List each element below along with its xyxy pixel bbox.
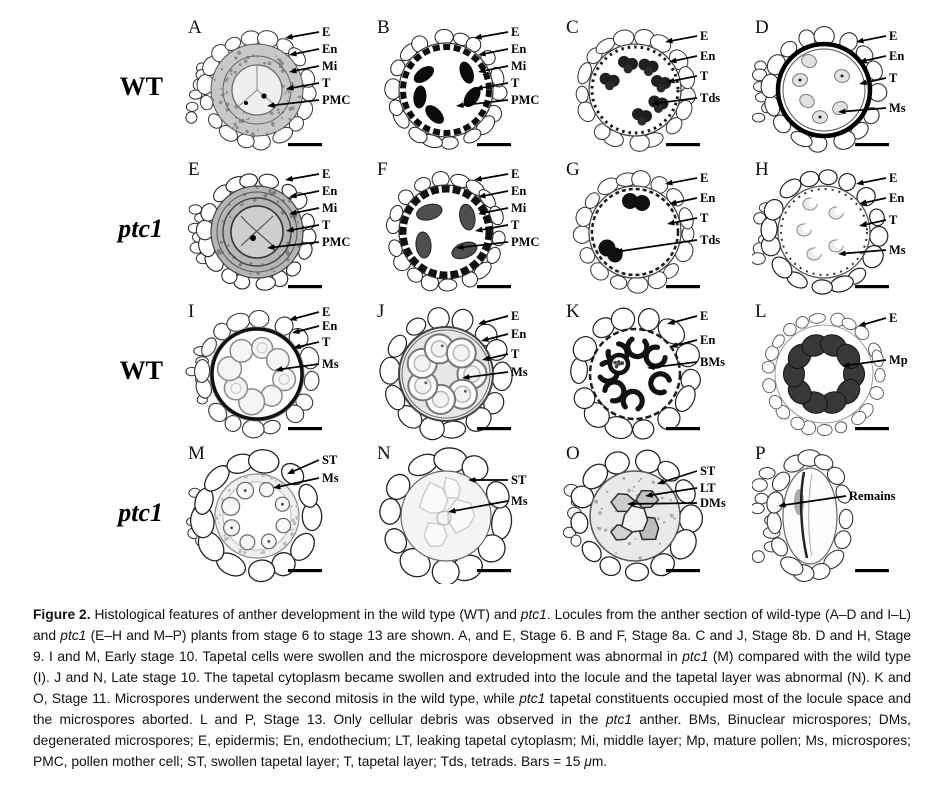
annotation-label: E [511, 25, 520, 39]
annotation-label: E [700, 171, 709, 185]
annotation-arrow [665, 178, 697, 186]
annotation-label: Mi [322, 59, 338, 73]
row-label-ptc1-1: ptc1 [118, 214, 163, 243]
caption-text: ptc1 [520, 607, 547, 622]
panel-letter: H [755, 159, 769, 180]
scale-bar [855, 143, 889, 146]
micrograph-J [374, 300, 563, 442]
micrograph-A [185, 16, 374, 158]
anther-section-drawing [761, 312, 885, 437]
annotation-label: T [322, 218, 331, 232]
annotation-label: En [322, 319, 338, 333]
panel-J [374, 300, 563, 442]
annotation-label: T [889, 71, 898, 85]
caption-text: ptc1 [682, 649, 709, 664]
annotation-arrow [665, 36, 697, 44]
annotation-label: BMs [700, 355, 725, 369]
scale-bar [855, 427, 889, 430]
annotation-label: PMC [322, 93, 351, 107]
annotation-label: E [889, 171, 898, 185]
annotation-label: T [322, 335, 331, 349]
caption-text: ptc1 [60, 628, 87, 643]
panel-F [374, 158, 563, 300]
annotation-arrow [856, 36, 886, 43]
figure-caption [33, 604, 911, 772]
panel-B [374, 16, 563, 158]
scale-bar [666, 569, 700, 572]
micrograph-L [752, 300, 941, 442]
scale-bar [666, 285, 700, 288]
caption-text: anther. BMs, Binuclear microspores; DMs, degenerated microspores; E, epidermis; En, endothecium; LT, leaking tapetal cytoplasm; Mi, middle layer; Mp, mature pollen; Ms, microspores; PMC, pollen mother cell; ST, swollen tapetal layer; T, tapetal layer; Tds, tetrads. Bars = 15 [33, 712, 911, 769]
anther-section-drawing [385, 171, 506, 293]
scale-bar [477, 143, 511, 146]
panel-L [752, 300, 941, 442]
annotation-label: E [889, 311, 898, 325]
annotation-label: DMs [700, 496, 726, 510]
micrograph-I [185, 300, 374, 442]
caption-text: ptc1 [605, 712, 632, 727]
annotation-label: Ms [322, 471, 339, 485]
caption-text: μ [584, 754, 592, 769]
annotation-label: T [700, 211, 709, 225]
caption-text: (M) compared with the wild type (I). J and N, Late stage 10. The tapetal cytoplasm became swollen and extruded into the locule and the tapetal layer was abnormal (N). K and O, Stage 11. Microspores underwent the second mitosis in the wild type, while [33, 649, 911, 706]
anther-section-drawing [569, 306, 703, 442]
annotation-label: E [322, 25, 331, 39]
caption-text: tapetal constituents occupied most of the locule space and the microspores aborted. L and P, Stage 13. Only cellular debris was observed in the [33, 691, 912, 727]
caption-text: ptc1 [519, 691, 546, 706]
annotation-label: E [700, 309, 709, 323]
panel-letter: E [188, 159, 200, 180]
panel-letter: G [566, 159, 580, 180]
annotation-label: LT [700, 481, 716, 495]
panel-letter: L [755, 301, 767, 322]
annotation-label: ST [511, 473, 527, 487]
annotation-label: PMC [322, 235, 351, 249]
annotation-label: Mp [889, 353, 908, 367]
annotation-arrow [474, 32, 508, 40]
panel-letter: K [566, 301, 580, 322]
annotation-arrow [478, 316, 508, 325]
panel-letter: I [188, 301, 195, 322]
panel-O [563, 442, 752, 584]
micrograph-M [185, 442, 374, 584]
annotation-arrow [289, 312, 319, 321]
row-label-wt-0: WT [119, 72, 163, 101]
annotation-label: Ms [322, 357, 339, 371]
annotation-label: En [700, 49, 716, 63]
panel-P [752, 442, 941, 584]
micrograph-P [752, 442, 941, 584]
anther-section-drawing [186, 29, 317, 151]
micrograph-B [374, 16, 563, 158]
annotation-label: Ms [511, 494, 528, 508]
panel-D [752, 16, 941, 158]
scale-bar [288, 285, 322, 288]
panel-M [185, 442, 374, 584]
panel-E [185, 158, 374, 300]
annotation-label: E [889, 29, 898, 43]
scale-bar [288, 143, 322, 146]
panel-letter: O [566, 443, 580, 464]
annotation-label: Tds [700, 233, 721, 247]
micrograph-E [185, 158, 374, 300]
caption-text: . Locules from the anther section of wild-type (A–D and I–L) and [33, 607, 911, 643]
caption-text: (E–H and M–P) plants from stage 6 to stage 13 are shown. A, and E, Stage 6. B and F, Stage 8a. C and J, Stage 8b. D and H, Stage 9. I and M, Early stage 10. Tapetal cells were swollen and the microspore development was abnormal in [33, 628, 911, 664]
panel-letter: N [377, 443, 391, 464]
panel-letter: F [377, 159, 388, 180]
annotation-label: T [511, 347, 520, 361]
annotation-label: Tds [700, 91, 721, 105]
panel-letter: C [566, 17, 579, 38]
anther-section-drawing [575, 28, 697, 152]
annotation-label: En [511, 42, 527, 56]
micrograph-K [563, 300, 752, 442]
micrograph-C [563, 16, 752, 158]
scale-bar [855, 285, 889, 288]
panel-G [563, 158, 752, 300]
panel-letter: M [188, 443, 205, 464]
panel-letter: A [188, 17, 202, 38]
annotation-label: ST [322, 453, 338, 467]
annotation-label: Mi [511, 201, 527, 215]
panel-N [374, 442, 563, 584]
annotation-label: E [511, 167, 520, 181]
annotation-label: ST [700, 464, 716, 478]
annotation-label: En [889, 191, 905, 205]
panel-letter: D [755, 17, 769, 38]
annotation-arrow [856, 178, 886, 185]
annotation-arrow [285, 32, 319, 40]
anther-section-drawing [186, 310, 321, 438]
annotation-label: E [700, 29, 709, 43]
annotation-label: Ms [511, 365, 528, 379]
annotation-label: PMC [511, 93, 540, 107]
scale-bar [288, 569, 322, 572]
annotation-label: E [511, 309, 520, 323]
annotation-label: En [889, 49, 905, 63]
annotation-arrow [858, 318, 886, 327]
scale-bar [477, 427, 511, 430]
annotation-label: En [322, 42, 338, 56]
annotation-label: Mi [322, 201, 338, 215]
figure-caption-label: Figure 2. [33, 607, 91, 622]
annotation-label: En [700, 333, 716, 347]
scale-bar [477, 569, 511, 572]
anther-section-drawing [385, 29, 508, 150]
annotation-label: En [700, 191, 716, 205]
anther-section-drawing [188, 172, 316, 291]
micrograph-N [374, 442, 563, 584]
micrograph-D [752, 16, 941, 158]
row-label-wt-2: WT [119, 356, 163, 385]
annotation-label: Ms [889, 243, 906, 257]
anther-section-drawing [752, 450, 854, 583]
annotation-arrow [468, 477, 508, 483]
annotation-label: T [700, 69, 709, 83]
panel-letter: B [377, 17, 390, 38]
anther-section-drawing [752, 169, 888, 295]
annotation-label: T [511, 218, 520, 232]
annotation-arrow [474, 174, 508, 182]
annotation-label: En [511, 184, 527, 198]
scale-bar [288, 427, 322, 430]
anther-section-drawing [752, 27, 887, 154]
micrograph-F [374, 158, 563, 300]
annotation-label: Remains [849, 489, 896, 503]
micrograph-O [563, 442, 752, 584]
panel-A [185, 16, 374, 158]
annotation-label: PMC [511, 235, 540, 249]
panel-C [563, 16, 752, 158]
caption-text: m. [591, 754, 608, 769]
caption-text: Histological features of anther development in the wild type (WT) and [90, 607, 521, 622]
panel-H [752, 158, 941, 300]
scale-bar [477, 285, 511, 288]
annotation-label: E [322, 305, 331, 319]
scale-bar [666, 427, 700, 430]
micrograph-G [563, 158, 752, 300]
panel-K [563, 300, 752, 442]
anther-section-drawing [563, 448, 703, 582]
annotation-arrow [285, 174, 319, 182]
annotation-label: En [511, 327, 527, 341]
anther-section-drawing [573, 170, 696, 294]
annotation-label: T [322, 76, 331, 90]
annotation-label: En [322, 184, 338, 198]
panel-letter: J [377, 301, 385, 322]
row-label-ptc1-3: ptc1 [118, 498, 163, 527]
annotation-label: T [889, 213, 898, 227]
annotation-label: E [322, 167, 331, 181]
annotation-label: Mi [511, 59, 527, 73]
annotation-label: T [511, 76, 520, 90]
micrograph-H [752, 158, 941, 300]
scale-bar [855, 569, 889, 572]
panel-I [185, 300, 374, 442]
panel-letter: P [755, 443, 766, 464]
anther-section-drawing [379, 447, 513, 584]
annotation-label: Ms [889, 101, 906, 115]
scale-bar [666, 143, 700, 146]
